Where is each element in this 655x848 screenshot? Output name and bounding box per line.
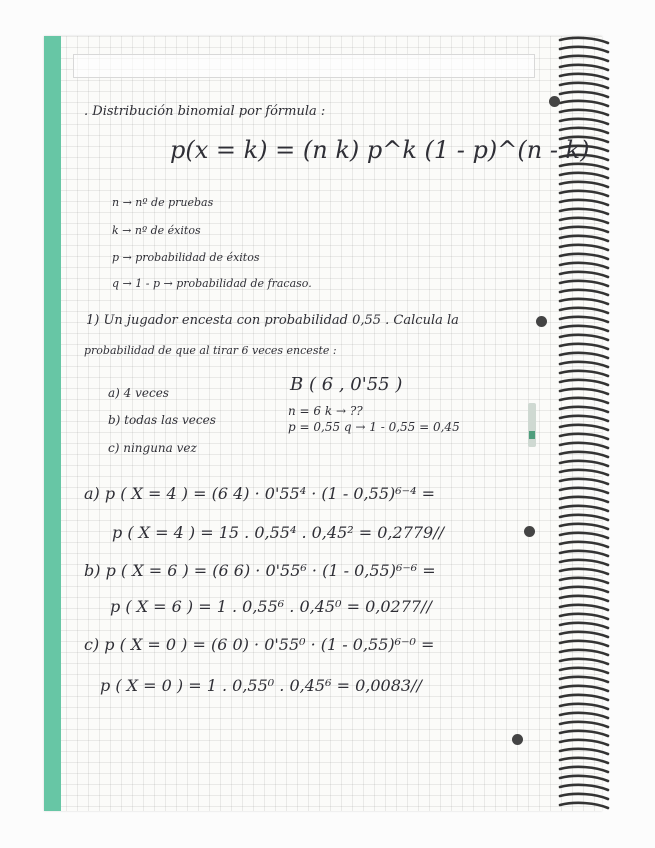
spiral-coil	[560, 614, 608, 619]
parameters-p-q: p = 0,55 q → 1 - 0,55 = 0,45	[288, 420, 460, 434]
spiral-coil	[560, 389, 608, 394]
spiral-coil	[560, 623, 608, 628]
header-box	[73, 54, 535, 78]
spiral-coil	[560, 407, 608, 412]
definition-q: q → 1 - p → probabilidad de fracaso.	[112, 277, 312, 290]
spiral-coil	[560, 191, 608, 196]
spiral-coil	[560, 227, 608, 232]
spiral-coil	[560, 398, 608, 403]
spiral-coil	[560, 740, 608, 745]
spiral-coil	[560, 65, 608, 70]
punch-hole	[549, 96, 560, 107]
spiral-coil	[560, 272, 608, 277]
spiral-coil	[560, 317, 608, 322]
spiral-coil	[560, 488, 608, 493]
punch-hole	[536, 316, 547, 327]
spiral-coil	[560, 335, 608, 340]
spiral-coil	[560, 326, 608, 331]
spiral-coil	[560, 524, 608, 529]
spiral-coil	[560, 218, 608, 223]
problem-statement-1: 1) Un jugador encesta con probabilidad 0,55 . Calcula la	[86, 313, 459, 328]
spiral-coil	[560, 128, 608, 133]
spiral-coil	[560, 254, 608, 259]
spiral-coil	[560, 236, 608, 241]
spiral-coil	[560, 182, 608, 187]
spiral-coil	[560, 56, 608, 61]
spiral-coil	[560, 776, 608, 781]
punch-hole	[512, 734, 523, 745]
spiral-coil	[560, 119, 608, 124]
spiral-coil	[560, 758, 608, 763]
spiral-coil	[560, 101, 608, 106]
option-b: b) todas las veces	[108, 413, 216, 427]
spiral-coil	[560, 497, 608, 502]
spiral-coil	[560, 173, 608, 178]
spiral-coil	[560, 209, 608, 214]
spiral-coil	[560, 245, 608, 250]
spiral-coil	[560, 605, 608, 610]
spiral-coil	[560, 803, 608, 808]
spiral-coil	[560, 569, 608, 574]
spiral-coil	[560, 713, 608, 718]
spiral-coil	[560, 650, 608, 655]
heading: . Distribución binomial por fórmula :	[84, 104, 326, 119]
punch-hole	[524, 526, 535, 537]
spiral-coil	[560, 587, 608, 592]
solution-b-result: p ( X = 6 ) = 1 . 0,55⁶ . 0,45⁰ = 0,0277//	[110, 597, 432, 616]
spiral-coil	[560, 506, 608, 511]
spiral-coil	[560, 38, 608, 43]
spiral-coil	[560, 434, 608, 439]
margin-strip	[44, 36, 61, 811]
spiral-coil	[560, 578, 608, 583]
spiral-coil	[560, 110, 608, 115]
option-c: c) ninguna vez	[108, 441, 197, 455]
spiral-coil	[560, 200, 608, 205]
spiral-coil	[560, 308, 608, 313]
spiral-coil	[560, 281, 608, 286]
spiral-coil	[560, 686, 608, 691]
problem-statement-2: probabilidad de que al tirar 6 veces enceste :	[84, 344, 337, 357]
spiral-coil	[560, 731, 608, 736]
spiral-coil	[560, 443, 608, 448]
spiral-coil	[560, 749, 608, 754]
spiral-coil	[560, 380, 608, 385]
spiral-coil	[560, 92, 608, 97]
distribution: B ( 6 , 0'55 )	[290, 374, 403, 395]
spiral-coil	[560, 362, 608, 367]
spiral-coil	[560, 164, 608, 169]
spiral-coil	[560, 344, 608, 349]
spiral-coil	[560, 371, 608, 376]
spiral-coil	[560, 290, 608, 295]
option-a: a) 4 veces	[108, 386, 169, 400]
spiral-coil	[560, 668, 608, 673]
definition-p: p → probabilidad de éxitos	[112, 251, 260, 264]
spiral-coil	[560, 641, 608, 646]
spiral-coil	[560, 353, 608, 358]
spiral-coil	[560, 785, 608, 790]
spiral-coil	[560, 515, 608, 520]
spiral-coil	[560, 263, 608, 268]
definition-k: k → nº de éxitos	[112, 224, 201, 237]
spiral-coil	[560, 551, 608, 556]
spiral-coil	[560, 722, 608, 727]
spiral-coil	[560, 560, 608, 565]
spiral-coil	[560, 695, 608, 700]
spiral-coil	[560, 794, 608, 799]
spiral-coil	[560, 479, 608, 484]
spiral-coil	[560, 47, 608, 52]
spiral-coil	[560, 632, 608, 637]
spiral-coil	[560, 416, 608, 421]
spiral-coil	[560, 704, 608, 709]
spiral-coil	[560, 452, 608, 457]
page-tab	[528, 403, 536, 447]
solution-b-step1: b) p ( X = 6 ) = (6 6) · 0'55⁶ · (1 - 0,55)⁶⁻⁶ =	[84, 561, 436, 580]
spiral-coil	[560, 542, 608, 547]
solution-c-result: p ( X = 0 ) = 1 . 0,55⁰ . 0,45⁶ = 0,0083//	[100, 676, 422, 695]
spiral-coil	[560, 677, 608, 682]
binomial-formula: p(x = k) = (n k) p^k (1 - p)^(n - k)	[170, 136, 590, 164]
parameters-n-k: n = 6 k → ??	[288, 404, 363, 418]
spiral-coil	[560, 659, 608, 664]
spiral-coil	[560, 74, 608, 79]
spiral-coil	[560, 596, 608, 601]
spiral-coil	[560, 83, 608, 88]
definition-n: n → nº de pruebas	[112, 196, 214, 209]
solution-a-step1: a) p ( X = 4 ) = (6 4) · 0'55⁴ · (1 - 0,55)⁶⁻⁴ =	[84, 484, 436, 503]
spiral-coil	[560, 533, 608, 538]
spiral-coil	[560, 299, 608, 304]
solution-c-step1: c) p ( X = 0 ) = (6 0) · 0'55⁰ · (1 - 0,55)⁶⁻⁰ =	[84, 635, 435, 654]
spiral-coil	[560, 470, 608, 475]
spiral-coil	[560, 767, 608, 772]
spiral-coil	[560, 461, 608, 466]
solution-a-result: p ( X = 4 ) = 15 . 0,55⁴ . 0,45² = 0,2779//	[112, 523, 445, 542]
spiral-coil	[560, 425, 608, 430]
